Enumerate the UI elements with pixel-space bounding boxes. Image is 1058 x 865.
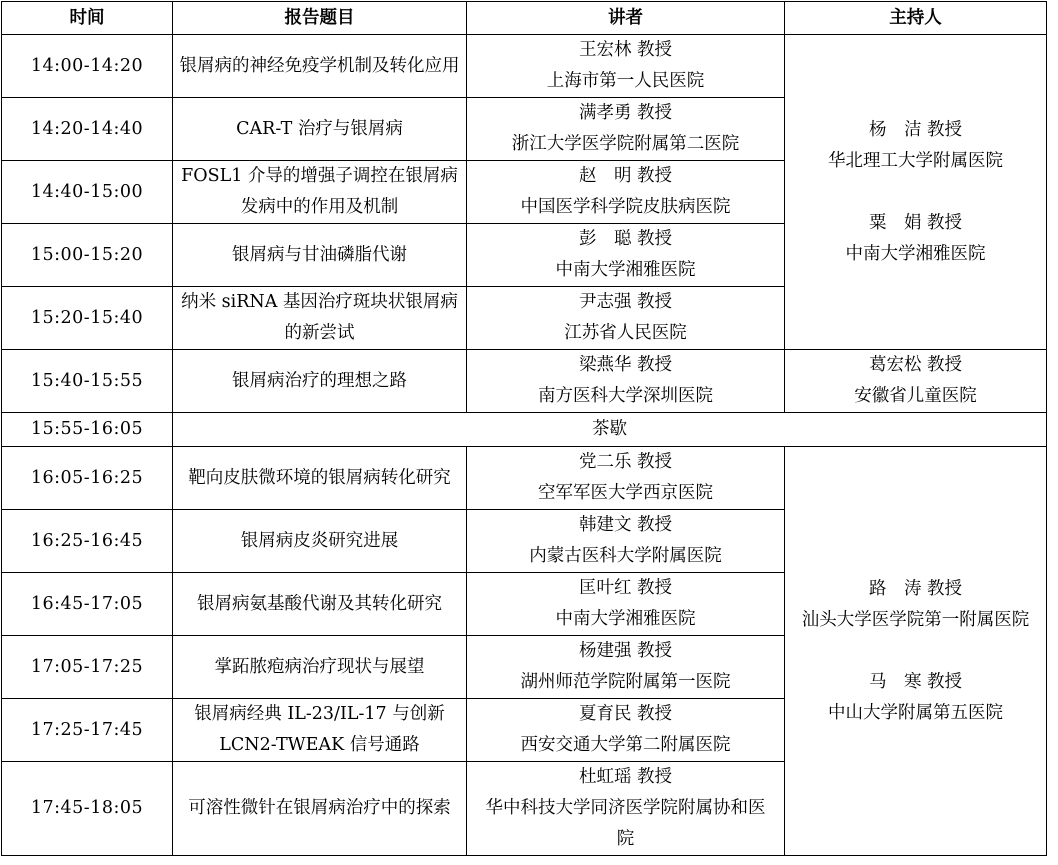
speaker-affiliation: 华中科技大学同济医学院附属协和医院 <box>485 798 766 849</box>
time-cell: 16:25-16:45 <box>2 510 173 573</box>
speaker-affiliation: 湖州师范学院附属第一医院 <box>520 672 731 692</box>
host-affiliation: 安徽省儿童医院 <box>854 386 977 406</box>
title-cell: 可溶性微针在银屑病治疗中的探索 <box>173 762 467 856</box>
time-cell: 15:20-15:40 <box>2 287 173 350</box>
time-cell: 16:45-17:05 <box>2 573 173 636</box>
speaker-cell <box>467 573 785 636</box>
host-cell <box>785 350 1047 413</box>
speaker-name: 满孝勇 教授 <box>578 103 673 123</box>
header-time: 时间 <box>2 2 173 35</box>
speaker-name: 赵 明 教授 <box>578 166 673 186</box>
host-name: 粟 娟 教授 <box>868 212 963 233</box>
break-label: 茶歇 <box>173 413 1047 447</box>
time-cell: 15:40-15:55 <box>2 350 173 413</box>
title-cell: 银屑病经典 IL-23/IL-17 与创新 LCN2-TWEAK 信号通路 <box>173 699 467 762</box>
table-row <box>2 350 1047 413</box>
speaker-name: 王宏林 教授 <box>578 40 673 60</box>
schedule-table <box>1 1 1047 856</box>
title-cell: FOSL1 介导的增强子调控在银屑病发病中的作用及机制 <box>173 161 467 224</box>
title-cell: 银屑病的神经免疫学机制及转化应用 <box>173 35 467 98</box>
speaker-name: 彭 聪 教授 <box>578 229 673 249</box>
host-name: 杨 洁 教授 <box>868 119 963 140</box>
host-affiliation: 中南大学湘雅医院 <box>845 243 986 264</box>
title-cell: CAR-T 治疗与银屑病 <box>173 98 467 161</box>
speaker-cell <box>467 510 785 573</box>
speaker-affiliation: 空军军医大学西京医院 <box>538 483 713 503</box>
speaker-name: 杨建强 教授 <box>578 641 673 661</box>
header-speaker: 讲者 <box>467 2 785 35</box>
time-cell: 16:05-16:25 <box>2 447 173 510</box>
speaker-affiliation: 中国医学科学院皮肤病医院 <box>520 197 731 217</box>
speaker-cell <box>467 699 785 762</box>
speaker-affiliation: 内蒙古医科大学附属医院 <box>529 546 722 566</box>
speaker-affiliation: 西安交通大学第二附属医院 <box>520 735 731 755</box>
host-cell <box>785 447 1047 856</box>
host-affiliation: 华北理工大学附属医院 <box>828 150 1003 171</box>
host-name: 马 寒 教授 <box>868 671 963 692</box>
header-title: 报告题目 <box>173 2 467 35</box>
speaker-name: 党二乐 教授 <box>578 452 673 472</box>
speaker-cell <box>467 350 785 413</box>
time-cell: 14:00-14:20 <box>2 35 173 98</box>
host-affiliation: 中山大学附属第五医院 <box>828 702 1003 723</box>
time-cell: 17:45-18:05 <box>2 762 173 856</box>
time-cell: 17:05-17:25 <box>2 636 173 699</box>
speaker-cell <box>467 762 785 856</box>
speaker-cell <box>467 447 785 510</box>
speaker-affiliation: 中南大学湘雅医院 <box>555 260 696 280</box>
speaker-affiliation: 浙江大学医学院附属第二医院 <box>511 134 740 154</box>
title-cell: 银屑病与甘油磷脂代谢 <box>173 224 467 287</box>
title-cell: 靶向皮肤微环境的银屑病转化研究 <box>173 447 467 510</box>
table-row <box>2 447 1047 510</box>
speaker-name: 韩建文 教授 <box>578 515 673 535</box>
time-cell: 14:20-14:40 <box>2 98 173 161</box>
time-cell: 14:40-15:00 <box>2 161 173 224</box>
table-row <box>2 35 1047 98</box>
speaker-name: 梁燕华 教授 <box>578 355 673 375</box>
title-cell: 纳米 siRNA 基因治疗斑块状银屑病的新尝试 <box>173 287 467 350</box>
header-row <box>2 2 1047 35</box>
speaker-name: 尹志强 教授 <box>578 292 673 312</box>
break-row <box>2 413 1047 447</box>
speaker-affiliation: 江苏省人民医院 <box>564 323 687 343</box>
header-host: 主持人 <box>785 2 1047 35</box>
title-cell: 掌跖脓疱病治疗现状与展望 <box>173 636 467 699</box>
title-cell: 银屑病氨基酸代谢及其转化研究 <box>173 573 467 636</box>
time-cell: 15:55-16:05 <box>2 413 173 447</box>
host-cell <box>785 35 1047 350</box>
speaker-cell <box>467 161 785 224</box>
speaker-cell <box>467 224 785 287</box>
time-cell: 17:25-17:45 <box>2 699 173 762</box>
host-affiliation: 汕头大学医学院第一附属医院 <box>801 609 1030 630</box>
title-cell: 银屑病皮炎研究进展 <box>173 510 467 573</box>
speaker-affiliation: 南方医科大学深圳医院 <box>538 386 713 406</box>
speaker-name: 匡叶红 教授 <box>578 578 673 598</box>
speaker-name: 杜虹瑶 教授 <box>578 767 673 787</box>
host-name: 葛宏松 教授 <box>868 355 963 375</box>
speaker-cell <box>467 98 785 161</box>
speaker-affiliation: 中南大学湘雅医院 <box>555 609 696 629</box>
host-name: 路 涛 教授 <box>868 578 963 599</box>
speaker-affiliation: 上海市第一人民医院 <box>546 71 705 91</box>
time-cell: 15:00-15:20 <box>2 224 173 287</box>
speaker-cell <box>467 35 785 98</box>
title-cell: 银屑病治疗的理想之路 <box>173 350 467 413</box>
speaker-cell <box>467 636 785 699</box>
speaker-name: 夏育民 教授 <box>578 704 673 724</box>
speaker-cell <box>467 287 785 350</box>
